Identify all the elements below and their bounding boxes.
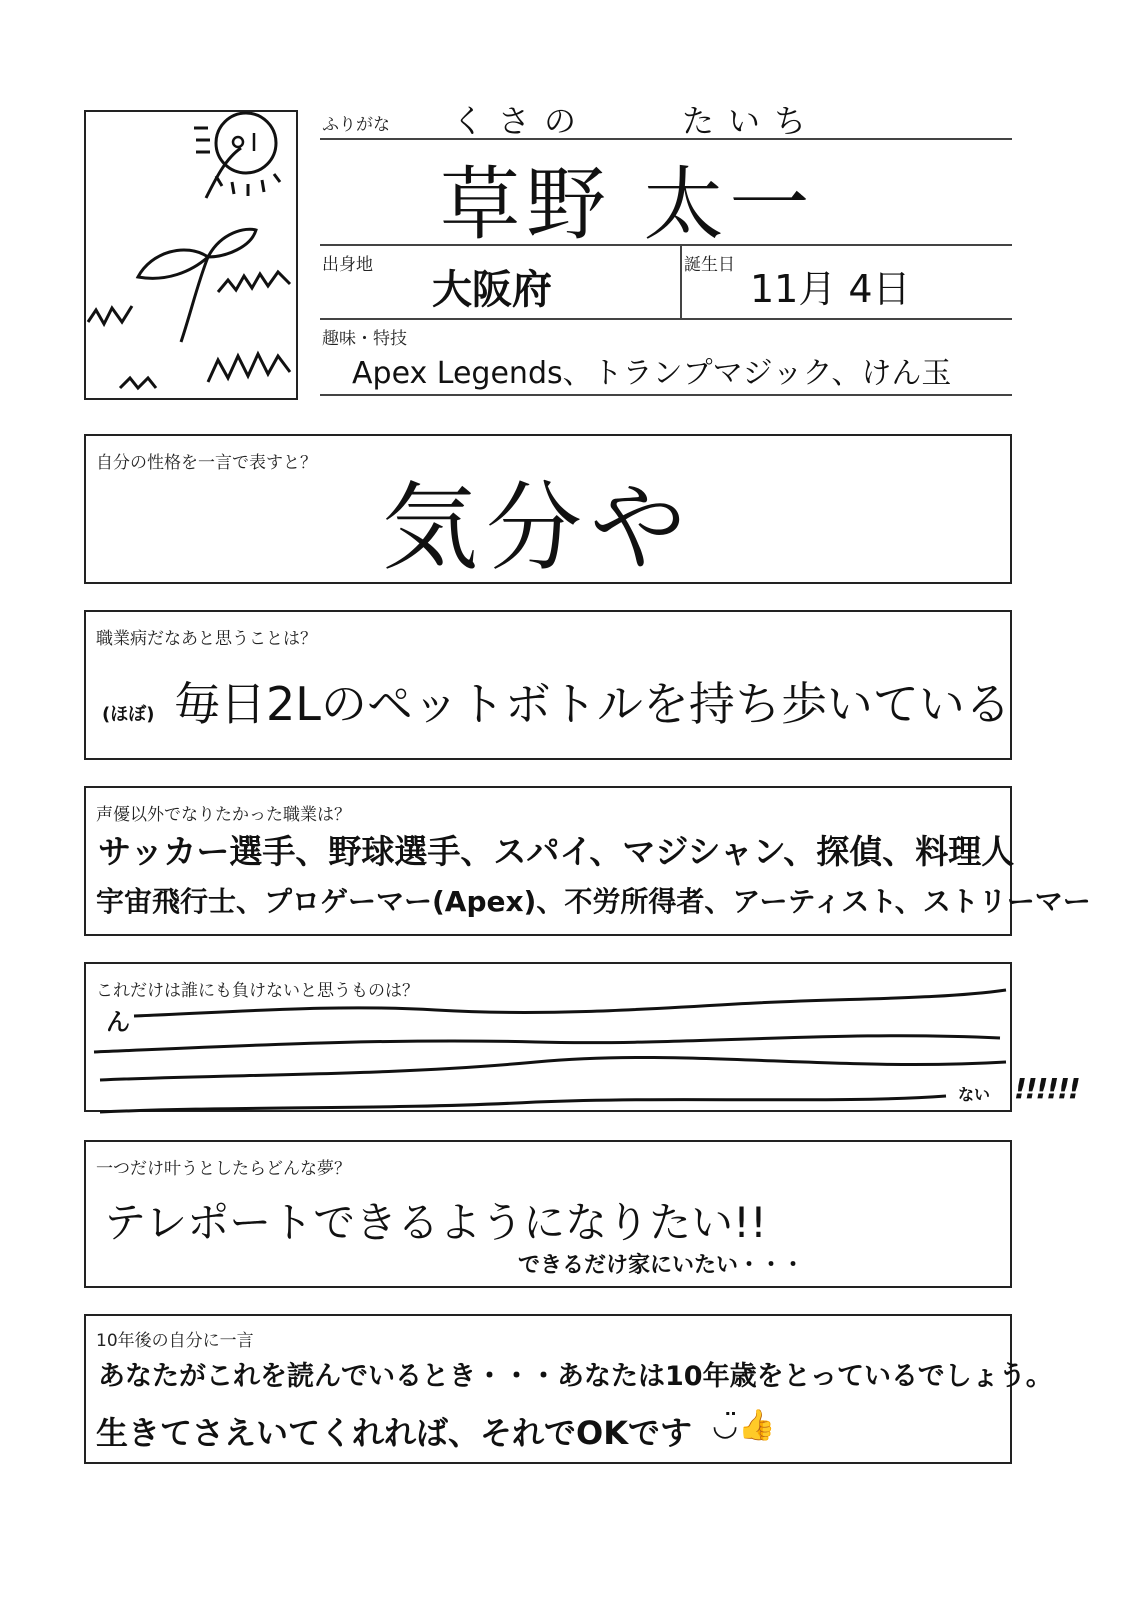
- birthday-label: 誕生日: [684, 255, 735, 275]
- grass-icon: [86, 112, 300, 402]
- question-box-dream: [84, 1140, 1012, 1288]
- question-label: 一つだけ叶うとしたらどんな夢？: [96, 1159, 351, 1179]
- question-label: 自分の性格を一言で表すと？: [96, 453, 317, 473]
- answer-prefix: (ほぼ): [102, 704, 155, 725]
- question-label: 10年後の自分に一言: [96, 1331, 254, 1351]
- question-label: 職業病だなあと思うことは？: [96, 629, 317, 649]
- question-box-message-future: [84, 1314, 1053, 1464]
- furigana-label: ふりがな: [322, 115, 390, 135]
- name-rule: [320, 244, 1012, 246]
- question-label: これだけは誰にも負けないと思うものは？: [96, 981, 419, 1001]
- hobby-value: Apex Legends、トランプマジック、けん玉: [352, 356, 952, 391]
- answer-text: 毎日2Lのペットボトルを持ち歩いている: [174, 677, 1011, 731]
- question-box-other-jobs: [84, 786, 1091, 936]
- answer-line-2: 宇宙飛行士、プロゲーマー(Apex)、不労所得者、アーティスト、ストリーマー: [96, 885, 1091, 918]
- birthplace-divider: [680, 244, 682, 318]
- smile-thumbs-icon: ◡̈👍: [712, 1408, 776, 1443]
- scribble-lines: [86, 964, 1014, 1114]
- birthplace-label: 出身地: [322, 255, 373, 275]
- hobby-label: 趣味・特技: [322, 329, 407, 349]
- question-box-personality: [84, 434, 1012, 584]
- question-box-occupational-habit: [84, 610, 1012, 760]
- hobby-rule: [320, 394, 1012, 396]
- furigana-value: くさの たいち: [452, 102, 821, 140]
- birthplace-rule: [320, 318, 1012, 320]
- answer-text: テレポートできるようになりたい!!: [104, 1198, 767, 1247]
- question-label: 声優以外でなりたかった職業は？: [96, 805, 351, 825]
- answer-line-1: サッカー選手、野球選手、スパイ、マジシャン、探偵、料理人: [98, 832, 1015, 871]
- answer-line-1: あなたがこれを読んでいるとき・・・あなたは10年歳をとっているでしょう。: [98, 1361, 1053, 1392]
- answer-subtext: できるだけ家にいたい・・・: [518, 1253, 805, 1278]
- answer-start: ん: [106, 1008, 130, 1036]
- answer-line-2: 生きてさえいてくれれば、それでOKです: [96, 1414, 693, 1452]
- birthday-value: 11月 4日: [750, 267, 911, 311]
- answer-end: ない: [958, 1085, 991, 1104]
- birthplace-value: 大阪府: [432, 267, 552, 313]
- portrait-drawing-box: [84, 110, 298, 400]
- answer-text: 気分や: [382, 472, 694, 584]
- name-value: 草野 太一: [440, 158, 816, 251]
- exclamation-marks: !!!!!!: [1014, 1072, 1079, 1105]
- question-box-unbeatable: [84, 962, 1012, 1112]
